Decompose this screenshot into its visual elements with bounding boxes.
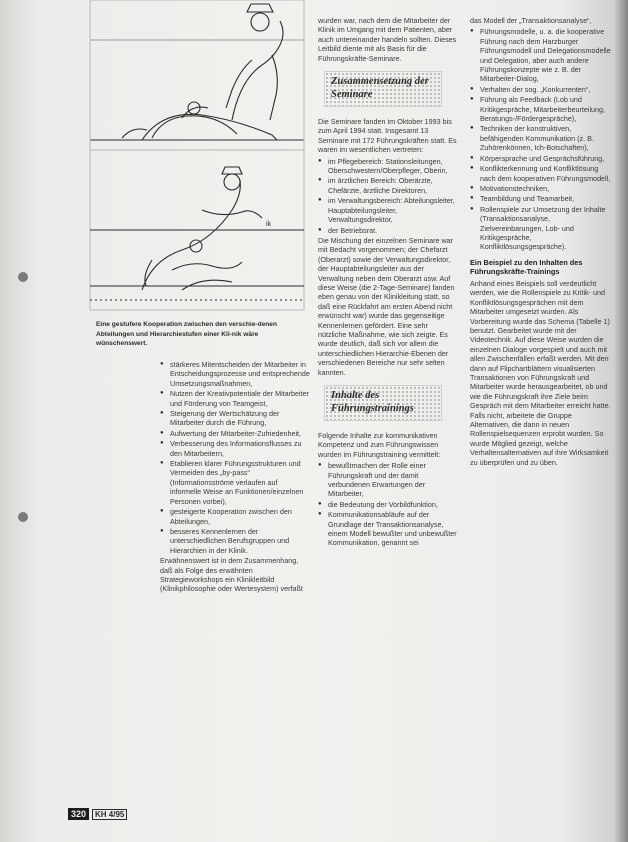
- body-paragraph: Die Mischung der einzelnen Seminare war mit Bedacht vorgenommen; der Chefarzt (Oberarzt) sowie der Verwaltungsdirektor, der Hauptabteilungsleiter aus der Verwaltung neben dem Oberarzt usw. Auf diese Weise (die 2-Tage-Seminare) fanden eben genau von der Klinikleitung statt, so daß eine Rückfahrt am ersten Abend nicht erwünscht war) wurde das gegenseitige Kennenlernen gefördert. Eine sehr nützliche Maßnahme, wie sich zeigte. Es wurde deutlich, daß sich vor allem die unterschiedlichen Hierarchie-Ebenen der verschiedenen Bereiche nur sehr selten kannten.: [318, 235, 455, 377]
- list-item: ● der Betriebsrat.: [318, 226, 458, 235]
- list-item: ● die Bedeutung der Vorbildfunktion,: [318, 500, 458, 509]
- figure-caption: Eine gestufere Kooperation zwischen den verschie-denen Abteilungen und Hierarchiestufen einer Kli-nik wäre wünschenswert.: [96, 321, 278, 348]
- list-item: ● stärkeres Mitentscheiden der Mitarbeiter in Entscheidungsprozesse und entsprechende Umsetzungsmaßnahmen,: [160, 360, 310, 388]
- body-paragraph: Folgende Inhalte zur kommunikativen Kompetenz und zum Führungswissen wurden im Führungstraining vermittelt:: [318, 431, 441, 459]
- list-item: ● Kommunikationsabläufe auf der Grundlage der Transaktionsanalyse, einem Modell bewußter und unbewußter Kommunikation, genannt sei: [318, 510, 458, 548]
- list-item: ● Aufwertung der Mitarbeiter-Zufriedenheit,: [160, 429, 310, 438]
- list-item: ● Motivationstechniken,: [470, 184, 612, 193]
- list-item: ● Etablieren klarer Führungsstrukturen und Vermeiden des „by-pass“ (Informationsströme verlaufen auf informelle Weise an Funktionen/einzelnen Personen vorbei),: [160, 459, 310, 506]
- column-2: [318, 16, 458, 549]
- list-item: ● besseres Kennenlernen der unterschiedlichen Berufsgruppen und Hierarchien in der Klinik.: [160, 527, 310, 555]
- cartoon-illustration: [82, 0, 312, 318]
- list-item: ● Verbesserung des Informationsflusses zu den Mitarbeitern,: [160, 439, 310, 458]
- participants-list: [318, 157, 458, 235]
- punch-hole: [18, 272, 28, 282]
- column-3: [470, 16, 612, 469]
- list-item: ● gesteigerte Kooperation zwischen den Abteilungen,: [160, 507, 310, 526]
- body-paragraph: Die Seminare fanden im Oktober 1993 bis zum April 1994 statt. Insgesamt 13 Seminare mit 172 Führungskräften statt. Es waren im wesentlichen vertreten:: [318, 117, 457, 155]
- training-topics-list: [470, 27, 612, 251]
- page-number: 320: [68, 808, 89, 820]
- list-item: ● Verhalten der sog. „Konkurrenten“,: [470, 85, 612, 94]
- list-item: ● Rollenspiele zur Umsetzung der Inhalte (Transaktionsanalyse, Zielvereinbarungen, Lob- und Kritikgespräche, Konfliktlösungsgespräche).: [470, 205, 612, 252]
- list-item: ● Teambildung und Teamarbeit,: [470, 194, 612, 203]
- list-item: ● im Verwaltungsbereich: Abteilungsleiter, Hauptabteilungsleiter, Verwaltungsdirektor,: [318, 196, 458, 224]
- list-item: ● Nutzen der Kreativpotentiale der Mitarbeiter und Förderung von Teamgeist,: [160, 389, 310, 408]
- punch-hole: [18, 512, 28, 522]
- list-item: ● Körpersprache und Gesprächsführung,: [470, 154, 612, 163]
- list-item: ● im ärztlichen Bereich: Oberärzte, Chefärzte, ärztliche Direktoren,: [318, 176, 458, 195]
- column-1: [160, 360, 310, 596]
- list-item: ● bewußtmachen der Rolle einer Führungskraft und der damit verbundenen Erwartungen der Mitarbeiter,: [318, 461, 458, 499]
- list-item: ● Führungsmodelle, u. a. die kooperative Führung nach dem Harzburger Führungsmodell und Delegationsmodelle und Delegation, aber auch andere Führungskonzepte wie z. B. der Mitarbeiter-Dialog,: [470, 27, 612, 83]
- body-paragraph: das Modell der „Transaktionsanalyse“,: [470, 16, 592, 25]
- section-heading-box: Inhalte des Führungstrainings: [324, 385, 442, 421]
- subheading: Ein Beispiel zu den Inhalten des Führungskräfte-Trainings: [470, 257, 583, 277]
- contents-list: [318, 461, 458, 548]
- body-paragraph: wurden war, nach dem die Mitarbeiter der Klinik im Umgang mit dem Patienten, aber auch untereinander handeln sollten. Dieses Leitbild diente mit als Basis für die Führungskräfte-Seminare.: [318, 16, 457, 63]
- page-footer: [68, 806, 127, 822]
- panel-label: ik: [266, 221, 272, 228]
- list-item: ● Führung als Feedback (Lob und Kritikgespräche, Mitarbeiterbeurteilung, Beratungs-/Fördergespräche),: [470, 95, 612, 123]
- book-spine-shadow: [614, 0, 628, 842]
- list-item: ● im Pflegebereich: Stationsleitungen, Oberschwestern/Oberpfleger, Oberin,: [318, 157, 458, 176]
- body-paragraph: Anhand eines Beispiels soll verdeutlicht werden, wie die Rollenspiele zu Kritik- und Konfliktlösungsgesprächen mit dem Mitarbeiter umgesetzt wurden. Als Vorbereitung wurde das Schema (Tabelle 1) benutzt. Gearbeitet wurde mit der Videotechnik. Auf diese Weise wurden die einzelnen Dialoge vorgespielt und auch mit allen Zwischenfällen erfaßt werden. Mit den dann auf Flipchartblättern visualisierten Transaktionen von Führungskraft und Mitarbeiter wurde herausgearbeitet, ob und wie die Führungskraft ihre Ziele beim Gespräch mit dem Mitarbeiter erreicht hatte. Falls nicht, arbeitete die Gruppe Alternativen, die dann in neuen Rollenspielsequenzen erprobt wurden. So wurde Mitglied gezeigt, welche Verhaltensalternativen auf ihre Wirksamkeit zu überprüfen und zu üben.: [470, 278, 611, 467]
- list-item: ● Steigerung der Wertschätzung der Mitarbeiter durch die Führung,: [160, 409, 310, 428]
- section-heading-box: Zusammensetzung der Seminare: [324, 71, 442, 107]
- list-item: ● Konflikterkennung und Konfliktlösung nach dem kooperativen Führungsmodell,: [470, 164, 612, 183]
- goals-list: [160, 360, 310, 555]
- body-paragraph: Erwähnenswert ist in dem Zusammenhang, daß als Folge des erwähnten Strategieworkshops ein Klinikleitbild (Klinikphilosophie oder Wertesystem) verfaßt: [160, 556, 303, 594]
- list-item: ● Techniken der konstruktiven, befähigenden Kommunikation (z. B. Zuhörenkönnen, Ich-Botschaften),: [470, 124, 612, 152]
- journal-issue: KH 4/95: [92, 809, 127, 820]
